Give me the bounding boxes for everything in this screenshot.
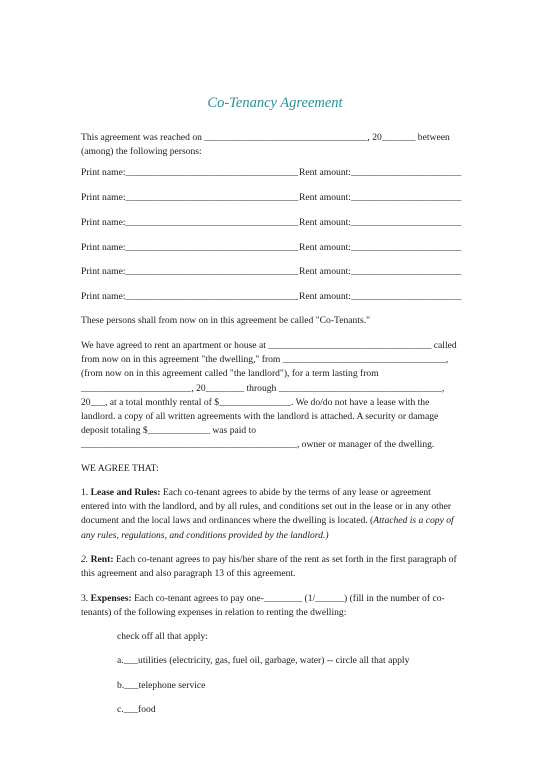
print-name-field[interactable]: Print name:____________________________________	[81, 167, 299, 178]
rent-amount-field[interactable]: Rent amount:_______________________	[299, 217, 462, 228]
paragraph-line: _______________________, 20________ through __________________________________,	[81, 382, 445, 394]
expense-option-c[interactable]: c.___food	[117, 704, 156, 715]
document-title: Co-Tenancy Agreement	[207, 95, 343, 111]
rent-amount-field[interactable]: Rent amount:_______________________	[299, 291, 462, 302]
clause-number: 1.	[81, 487, 89, 498]
paragraph-line: from now on in this agreement "the dwelling," from __________________________________,	[81, 354, 449, 366]
we-agree-heading: WE AGREE THAT:	[81, 463, 159, 474]
clause-text: entered into with the landlord, and by all rules, and conditions set out in the lease or in any other	[81, 501, 452, 513]
print-name-field[interactable]: Print name:____________________________________	[81, 291, 299, 302]
clause-heading: Lease and Rules:	[90, 487, 161, 498]
cotenants-note: These persons shall from now on in this agreement be called "Co-Tenants."	[81, 315, 371, 326]
clause-expenses	[81, 592, 471, 620]
clause-number: 3.	[81, 593, 89, 604]
signer-row-6	[81, 290, 471, 304]
rent-amount-field[interactable]: Rent amount:_______________________	[299, 167, 462, 178]
intro-paragraph	[81, 131, 471, 159]
paragraph-line: _____________________________________________, owner or manager of the dwelling.	[81, 439, 435, 451]
expense-option-a[interactable]: a.___utilities (electricity, gas, fuel oil, garbage, water) -- circle all that apply	[117, 655, 410, 666]
signer-row-1	[81, 166, 471, 180]
clause-rent	[81, 553, 471, 581]
signer-row-2	[81, 191, 471, 205]
clause-number: 2.	[81, 554, 89, 565]
check-off-label: check off all that apply:	[117, 631, 208, 642]
clause-italic-text: Attached is a copy of	[373, 515, 454, 527]
rent-amount-field[interactable]: Rent amount:_______________________	[299, 242, 462, 253]
clause-heading: Expenses:	[90, 593, 132, 604]
clause-text: Each co-tenant agrees to pay one-________ (1/______) (fill in the number of co-	[134, 593, 445, 604]
clause-text: document and the local laws and ordinances where the dwelling is located. (	[81, 515, 374, 527]
signer-row-4	[81, 241, 471, 255]
paragraph-line: (from now on in this agreement called "the landlord"), for a term lasting from	[81, 368, 379, 380]
paragraph-line: deposit totaling $_____________ was paid to	[81, 425, 257, 437]
expense-option-b[interactable]: b.___telephone service	[117, 680, 206, 691]
clause-lease-and-rules	[81, 486, 471, 543]
signer-row-5	[81, 265, 471, 279]
print-name-field[interactable]: Print name:____________________________________	[81, 192, 299, 203]
signer-row-3	[81, 216, 471, 230]
rent-paragraph	[81, 339, 471, 453]
clause-text: tenants) of the following expenses in relation to renting the dwelling:	[81, 607, 347, 619]
rent-amount-field[interactable]: Rent amount:_______________________	[299, 266, 462, 277]
clause-text: Each co-tenant agrees to abide by the terms of any lease or agreement	[162, 487, 431, 498]
print-name-field[interactable]: Print name:____________________________________	[81, 266, 299, 277]
intro-line: (among) the following persons:	[81, 146, 202, 158]
rent-amount-field[interactable]: Rent amount:_______________________	[299, 192, 462, 203]
print-name-field[interactable]: Print name:____________________________________	[81, 242, 299, 253]
clause-text: Each co-tenant agrees to pay his/her share of the rent as set forth in the first paragraph of	[115, 554, 457, 565]
clause-italic-text: any rules, regulations, and conditions provided by the landlord.)	[81, 529, 329, 541]
paragraph-line: landlord. a copy of all written agreements with the landlord is attached. A security or damage	[81, 411, 439, 423]
clause-heading: Rent:	[90, 554, 114, 565]
clause-text: this agreement and also paragraph 13 of this agreement.	[81, 568, 296, 580]
print-name-field[interactable]: Print name:____________________________________	[81, 217, 299, 228]
intro-line: This agreement was reached on __________________________________, 20_______ between	[81, 132, 450, 143]
paragraph-line: 20___, at a total monthly rental of $_______________. We do/do not have a lease with the	[81, 396, 430, 408]
paragraph-line: We have agreed to rent an apartment or house at __________________________________ called	[81, 340, 457, 351]
